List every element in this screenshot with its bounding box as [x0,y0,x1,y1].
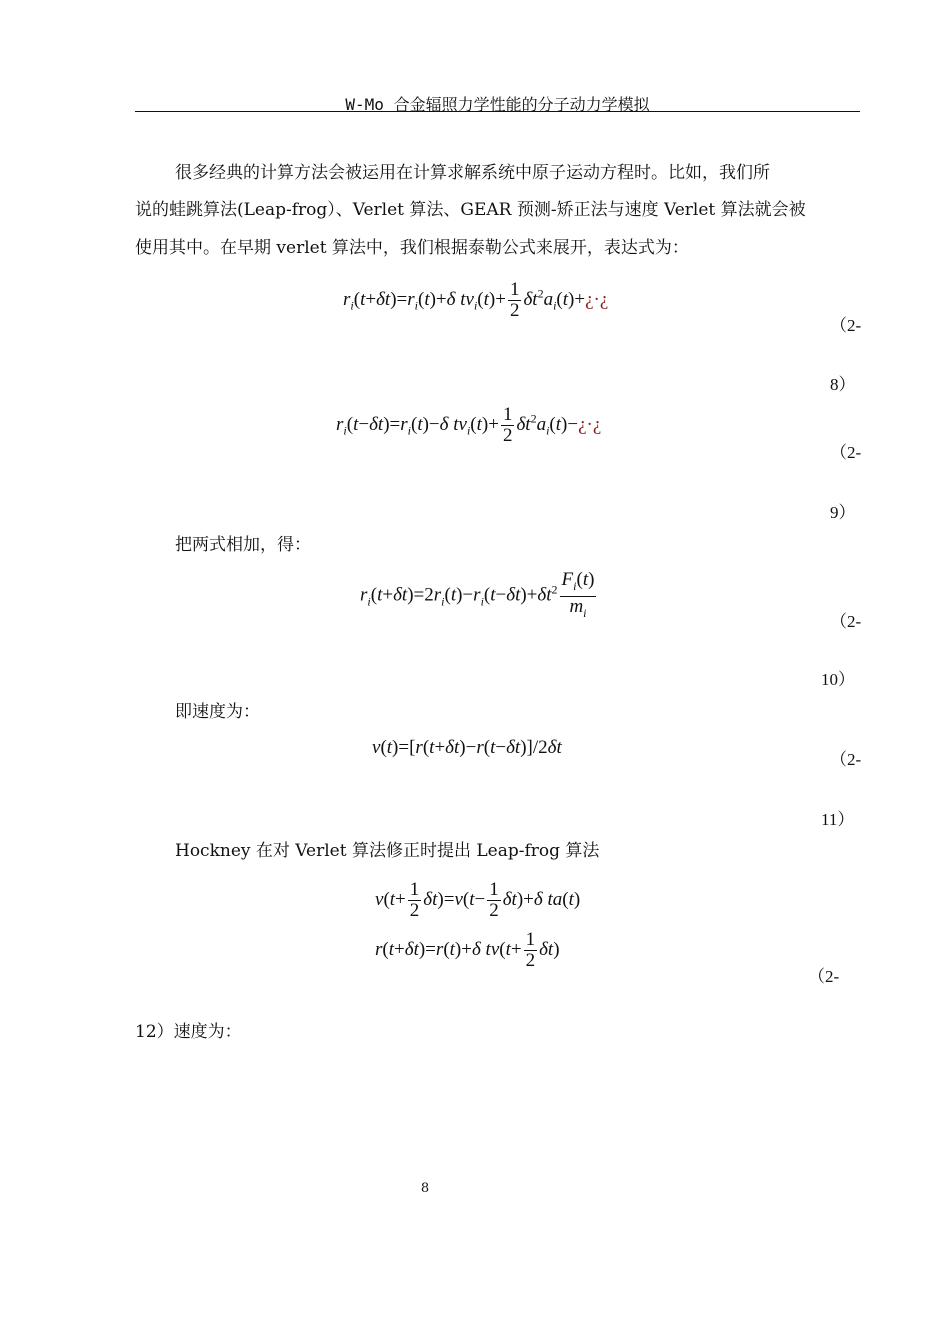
equation-number-open: （2- [808,967,840,986]
paragraph-line: Hockney 在对 Verlet 算法修正时提出 Leap-frog 算法 [175,841,600,861]
equation-2-10: $r_i(t+\delta t)=2r_i(t)-r_i(t-\delta t)+\delta t^2$ $\frac{F_i(t)}{m_i}$ [360,569,595,620]
page-header-title: W-Mo 合金辐照力学性能的分子动力学模拟 [345,95,650,114]
paragraph-line: 说的蛙跳算法(Leap-frog）、Verlet 算法、GEAR 预测-矫正法与速度 Verlet 算法就会被 [135,200,806,220]
equation-number-open: （2- [830,612,862,631]
equation-2-12-line2: r(t+δt)=r(t)+δ tv(t+ $\frac{1}{2}$ δt) [375,929,560,971]
equation-number-close: 9） [830,503,856,522]
equation-number-close: 11） [821,810,855,829]
header-rule [135,111,860,112]
equation-number-open: （2- [830,443,862,462]
equation-number-open: （2- [830,316,862,335]
paragraph-line: 把两式相加，得： [175,535,311,555]
paragraph-line: 即速度为： [175,702,260,722]
equation-2-9: $r_i(t-\delta t)=r_i(t)-\delta$ $tv_i(t)+$ $\frac{1}{2}$ $\delta t^2a_i(t)-¿\cdot¿$ [336,404,602,446]
paragraph-line: 很多经典的计算方法会被运用在计算求解系统中原子运动方程时。比如，我们所 [175,163,770,183]
equation-number-open: （2- [830,750,862,769]
equation-number-close: 8） [830,375,856,394]
page-number: 8 [420,1181,430,1196]
equation-2-11: v(t)=[r(t+δt)−r(t−δt)]/2δt [372,737,562,758]
paragraph-line: 使用其中。在早期 verlet 算法中，我们根据泰勒公式来展开，表达式为： [135,238,689,258]
equation-2-8: $r_i(t+\delta t)=r_i(t)+\delta$ $tv_i(t)+$ $\frac{1}{2}$ $\delta t^2a_i(t)+¿\cdot¿$ [343,279,609,321]
equation-number-close: 10） [821,670,855,689]
paragraph-line: 12）速度为： [135,1022,242,1042]
equation-2-12-line1: v(t+ $\frac{1}{2}$ δt)=v(t− $\frac{1}{2}$ δt)+δ ta(t) [375,879,581,921]
